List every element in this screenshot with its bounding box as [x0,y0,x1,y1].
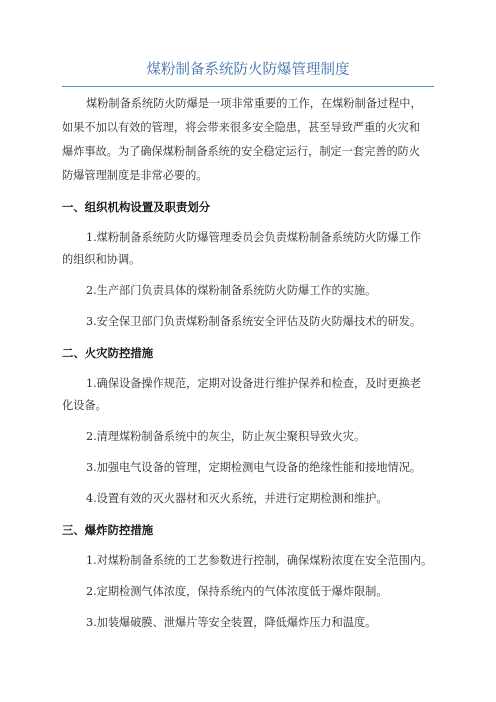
section1-item2: 2.生产部门负责具体的煤粉制备系统防火防爆工作的实施。 [86,284,377,297]
document-title: 煤粉制备系统防火防爆管理制度 [146,62,350,78]
section3-item2: 2.定期检测气体浓度，保持系统内的气体浓度低于爆炸限制。 [86,585,388,598]
intro-line-2: 如果不加以有效的管理，将会带来很多安全隐患，甚至导致严重的火灾和 [62,121,421,134]
section3-item3: 3.加装爆破膜、泄爆片等安全装置，降低爆炸压力和温度。 [86,616,377,629]
section3-item1: 1.对煤粉制备系统的工艺参数进行控制，确保煤粉浓度在安全范围内。 [86,554,433,567]
intro-line-3: 爆炸事故。为了确保煤粉制备系统的安全稳定运行，制定一套完善的防火 [62,145,421,158]
section2-item1-line2: 化设备。 [62,399,107,412]
section2-item3: 3.加强电气设备的管理，定期检测电气设备的绝缘性能和接地情况。 [86,461,422,474]
section2-item4: 4.设置有效的灭火器材和灭火系统，并进行定期检测和维护。 [86,492,388,505]
section-heading-2: 二、火灾防控措施 [62,346,154,360]
section1-item1-line1: 1.煤粉制备系统防火防爆管理委员会负责煤粉制备系统防火防爆工作 [86,231,422,244]
section-heading-3: 三、爆炸防控措施 [62,523,154,537]
intro-line-1: 煤粉制备系统防火防爆是一项非常重要的工作，在煤粉制备过程中， [86,97,422,110]
section2-item2: 2.清理煤粉制备系统中的灰尘，防止灰尘聚积导致火灾。 [86,430,366,443]
section2-item1-line1: 1.确保设备操作规范，定期对设备进行维护保养和检查，及时更换老 [86,377,422,390]
section1-item3: 3.安全保卫部门负责煤粉制备系统安全评估及防火防爆技术的研发。 [86,315,422,328]
section1-item1-line2: 的组织和协调。 [62,253,141,266]
section-heading-1: 一、组织机构设置及职责划分 [62,200,211,214]
intro-line-4: 防爆管理制度是非常必要的。 [62,169,208,182]
title-underline [62,86,434,87]
